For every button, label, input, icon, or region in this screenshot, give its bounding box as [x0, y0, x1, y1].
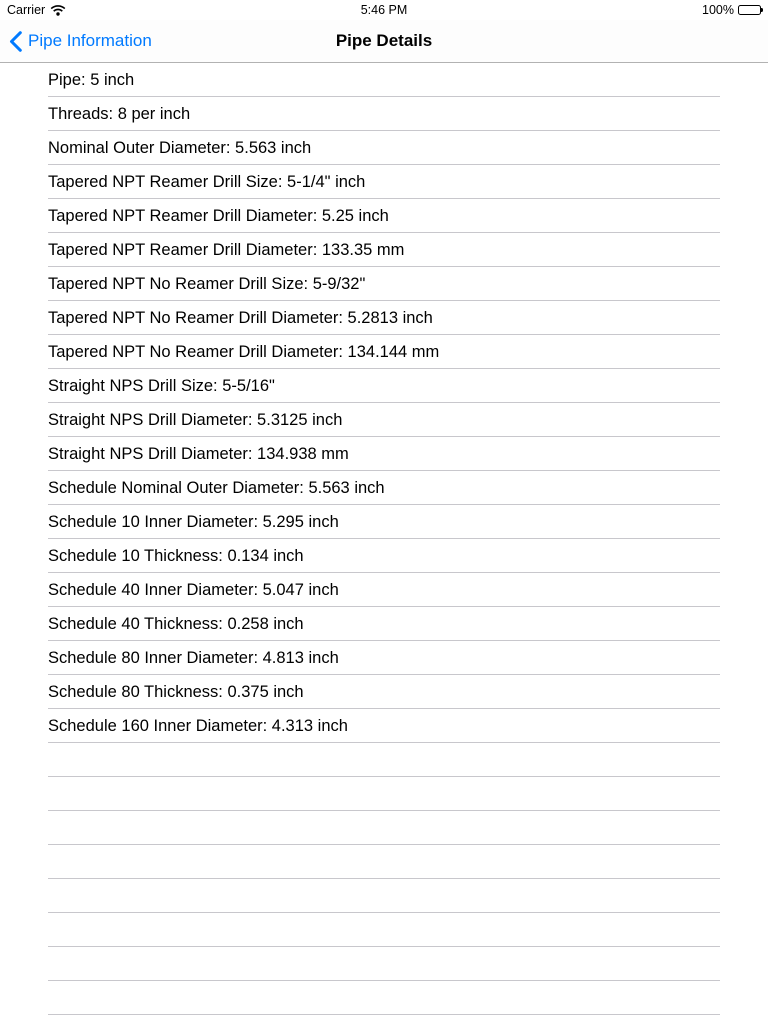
empty-row — [0, 845, 768, 879]
battery-icon — [738, 5, 761, 16]
table-row[interactable] — [0, 165, 768, 199]
nav-bar — [0, 20, 768, 63]
row-label: Tapered NPT No Reamer Drill Diameter: 5.2813 inch — [48, 308, 433, 327]
table-row[interactable] — [0, 335, 768, 369]
row-label: Schedule 80 Inner Diameter: 4.813 inch — [48, 648, 339, 667]
row-label: Straight NPS Drill Size: 5-5/16" — [48, 376, 275, 395]
empty-row — [0, 743, 768, 777]
empty-row — [0, 1015, 768, 1024]
battery-percent-label: 100% — [702, 3, 734, 17]
table-row[interactable] — [0, 97, 768, 131]
row-label: Threads: 8 per inch — [48, 104, 191, 123]
table-row[interactable] — [0, 471, 768, 505]
table-row[interactable] — [0, 267, 768, 301]
table-row[interactable] — [0, 539, 768, 573]
wifi-icon — [50, 4, 66, 16]
row-label: Schedule 10 Thickness: 0.134 inch — [48, 546, 304, 565]
row-label: Pipe: 5 inch — [48, 70, 135, 89]
pipe-details-table — [0, 63, 768, 1024]
status-time: 5:46 PM — [360, 3, 408, 17]
table-row[interactable] — [0, 199, 768, 233]
carrier-label: Carrier — [7, 3, 46, 17]
table-row[interactable] — [0, 233, 768, 267]
back-button-label: Pipe Information — [28, 31, 152, 50]
row-label: Schedule 40 Inner Diameter: 5.047 inch — [48, 580, 339, 599]
chevron-left-icon — [9, 31, 22, 52]
empty-row — [0, 947, 768, 981]
row-label: Tapered NPT No Reamer Drill Diameter: 134.144 mm — [48, 342, 440, 361]
row-label: Schedule 160 Inner Diameter: 4.313 inch — [48, 716, 348, 735]
row-label: Schedule Nominal Outer Diameter: 5.563 inch — [48, 478, 385, 497]
table-row[interactable] — [0, 607, 768, 641]
status-bar — [0, 0, 768, 20]
table-row[interactable] — [0, 63, 768, 97]
status-left — [7, 3, 66, 17]
row-label: Schedule 40 Thickness: 0.258 inch — [48, 614, 304, 633]
table-row[interactable] — [0, 437, 768, 471]
row-label: Straight NPS Drill Diameter: 5.3125 inch — [48, 410, 343, 429]
row-label: Schedule 80 Thickness: 0.375 inch — [48, 682, 304, 701]
status-right — [702, 3, 761, 17]
table-row[interactable] — [0, 505, 768, 539]
table-row[interactable] — [0, 369, 768, 403]
row-label: Straight NPS Drill Diameter: 134.938 mm — [48, 444, 349, 463]
table-row[interactable] — [0, 403, 768, 437]
table-row[interactable] — [0, 709, 768, 743]
table-row[interactable] — [0, 131, 768, 165]
empty-row — [0, 981, 768, 1015]
table-row[interactable] — [0, 301, 768, 335]
table-row[interactable] — [0, 573, 768, 607]
row-label: Nominal Outer Diameter: 5.563 inch — [48, 138, 312, 157]
empty-row — [0, 811, 768, 845]
table-row[interactable] — [0, 675, 768, 709]
row-label: Schedule 10 Inner Diameter: 5.295 inch — [48, 512, 339, 531]
back-button[interactable] — [0, 31, 152, 52]
empty-row — [0, 879, 768, 913]
empty-row — [0, 913, 768, 947]
table-row[interactable] — [0, 641, 768, 675]
row-label: Tapered NPT Reamer Drill Diameter: 5.25 inch — [48, 206, 389, 225]
row-label: Tapered NPT Reamer Drill Diameter: 133.35 mm — [48, 240, 405, 259]
row-label: Tapered NPT Reamer Drill Size: 5-1/4" inch — [48, 172, 366, 191]
empty-row — [0, 777, 768, 811]
row-label: Tapered NPT No Reamer Drill Size: 5-9/32" — [48, 274, 366, 293]
page-title: Pipe Details — [335, 31, 433, 50]
